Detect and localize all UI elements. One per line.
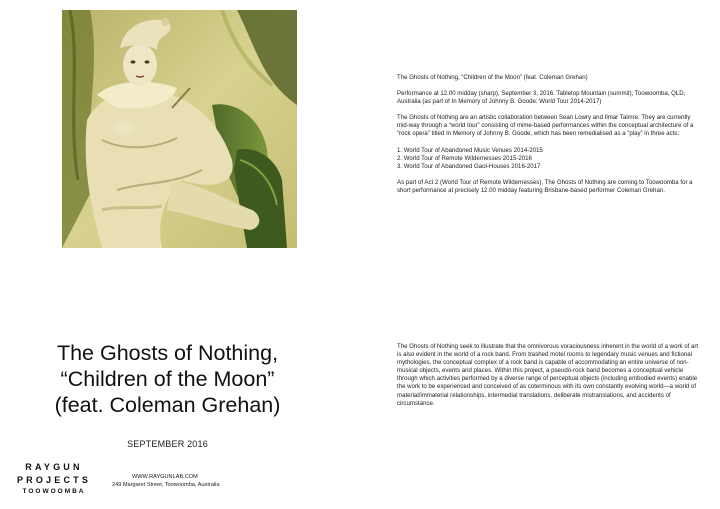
website-link[interactable]: WWW.RAYGUNLAB.COM bbox=[132, 474, 198, 480]
title-line-2: “Children of the Moon” bbox=[60, 367, 275, 391]
act2-text: As part of Act 2 (World Tour of Remote Wildernesses), The Ghosts of Nothing are coming to Toowoomba for a short performance at precisely 12.00 midday featuring Brisbane-based performer Coleman Grehan. bbox=[397, 178, 693, 194]
street-address: 249 Margaret Street, Toowoomba, Australia bbox=[112, 481, 220, 488]
act-item: 3. World Tour of Abandoned Gaol-Houses 2016-2017 bbox=[397, 162, 541, 170]
event-heading: The Ghosts of Nothing, “Children of the Moon” (feat. Coleman Grehan) bbox=[397, 74, 588, 81]
page-title bbox=[40, 340, 295, 418]
logo-line-2: PROJECTS bbox=[16, 475, 92, 485]
collaboration-text: The Ghosts of Nothing are an artistic collaboration between Sean Lowry and Ilmar Taimre: They are currently mid-way through a “world tour” consisting of mime-based performances within the conceptual architecture of a “rock opera” titled In Memory of Johnny B. Goode, which has been remedialised as a “play” in three acts: bbox=[397, 114, 694, 138]
title-line-3: (feat. Coleman Grehan) bbox=[54, 393, 281, 417]
logo-line-1: RAYGUN bbox=[25, 462, 83, 472]
contact-info bbox=[112, 474, 219, 489]
event-description bbox=[397, 74, 702, 195]
act-item: 1. World Tour of Abandoned Music Venues 2014-2015 bbox=[397, 146, 543, 154]
performance-details: Performance at 12.00 midday (sharp), September 3, 2016. Tabletop Mountain (summit), Toowoomba, QLD, Australia (as part of In Memory of Johnny B. Goode: World Tour 2014-2017) bbox=[397, 90, 686, 106]
pierrot-photo-illustration bbox=[62, 10, 297, 248]
acts-list bbox=[397, 147, 702, 171]
event-date: SEPTEMBER 2016 bbox=[127, 439, 208, 449]
raygun-projects-logo bbox=[14, 461, 94, 496]
statement-body: The Ghosts of Nothing seek to illustrate that the omnivorous voraciousness inherent in the world of a work of art is also evident in the world of a rock band. From trashed motel rooms to legendary music venues and fictional mythologies, the conceptual complex of a rock band is capable of accommodating an entire universe of non-musical objects, events and places. Within this project, a pseudo-rock band becomes a conceptual vehicle through which activities performed by a diverse range of perceptual objects (including embodied events) enable the work to be experienced and conceived of as coterminous with its own constantly evolving world—a world of material/immaterial relationships, intermedial translations, deliberate mistranslations, and accidents of circumstance. bbox=[397, 343, 699, 407]
act-item: 2. World Tour of Remote Wildernesses 2015-2016 bbox=[397, 154, 532, 162]
pierrot-photo bbox=[62, 10, 297, 248]
project-statement bbox=[397, 343, 702, 408]
title-line-1: The Ghosts of Nothing, bbox=[56, 341, 279, 365]
logo-line-3: TOOWOOMBA bbox=[22, 488, 86, 495]
